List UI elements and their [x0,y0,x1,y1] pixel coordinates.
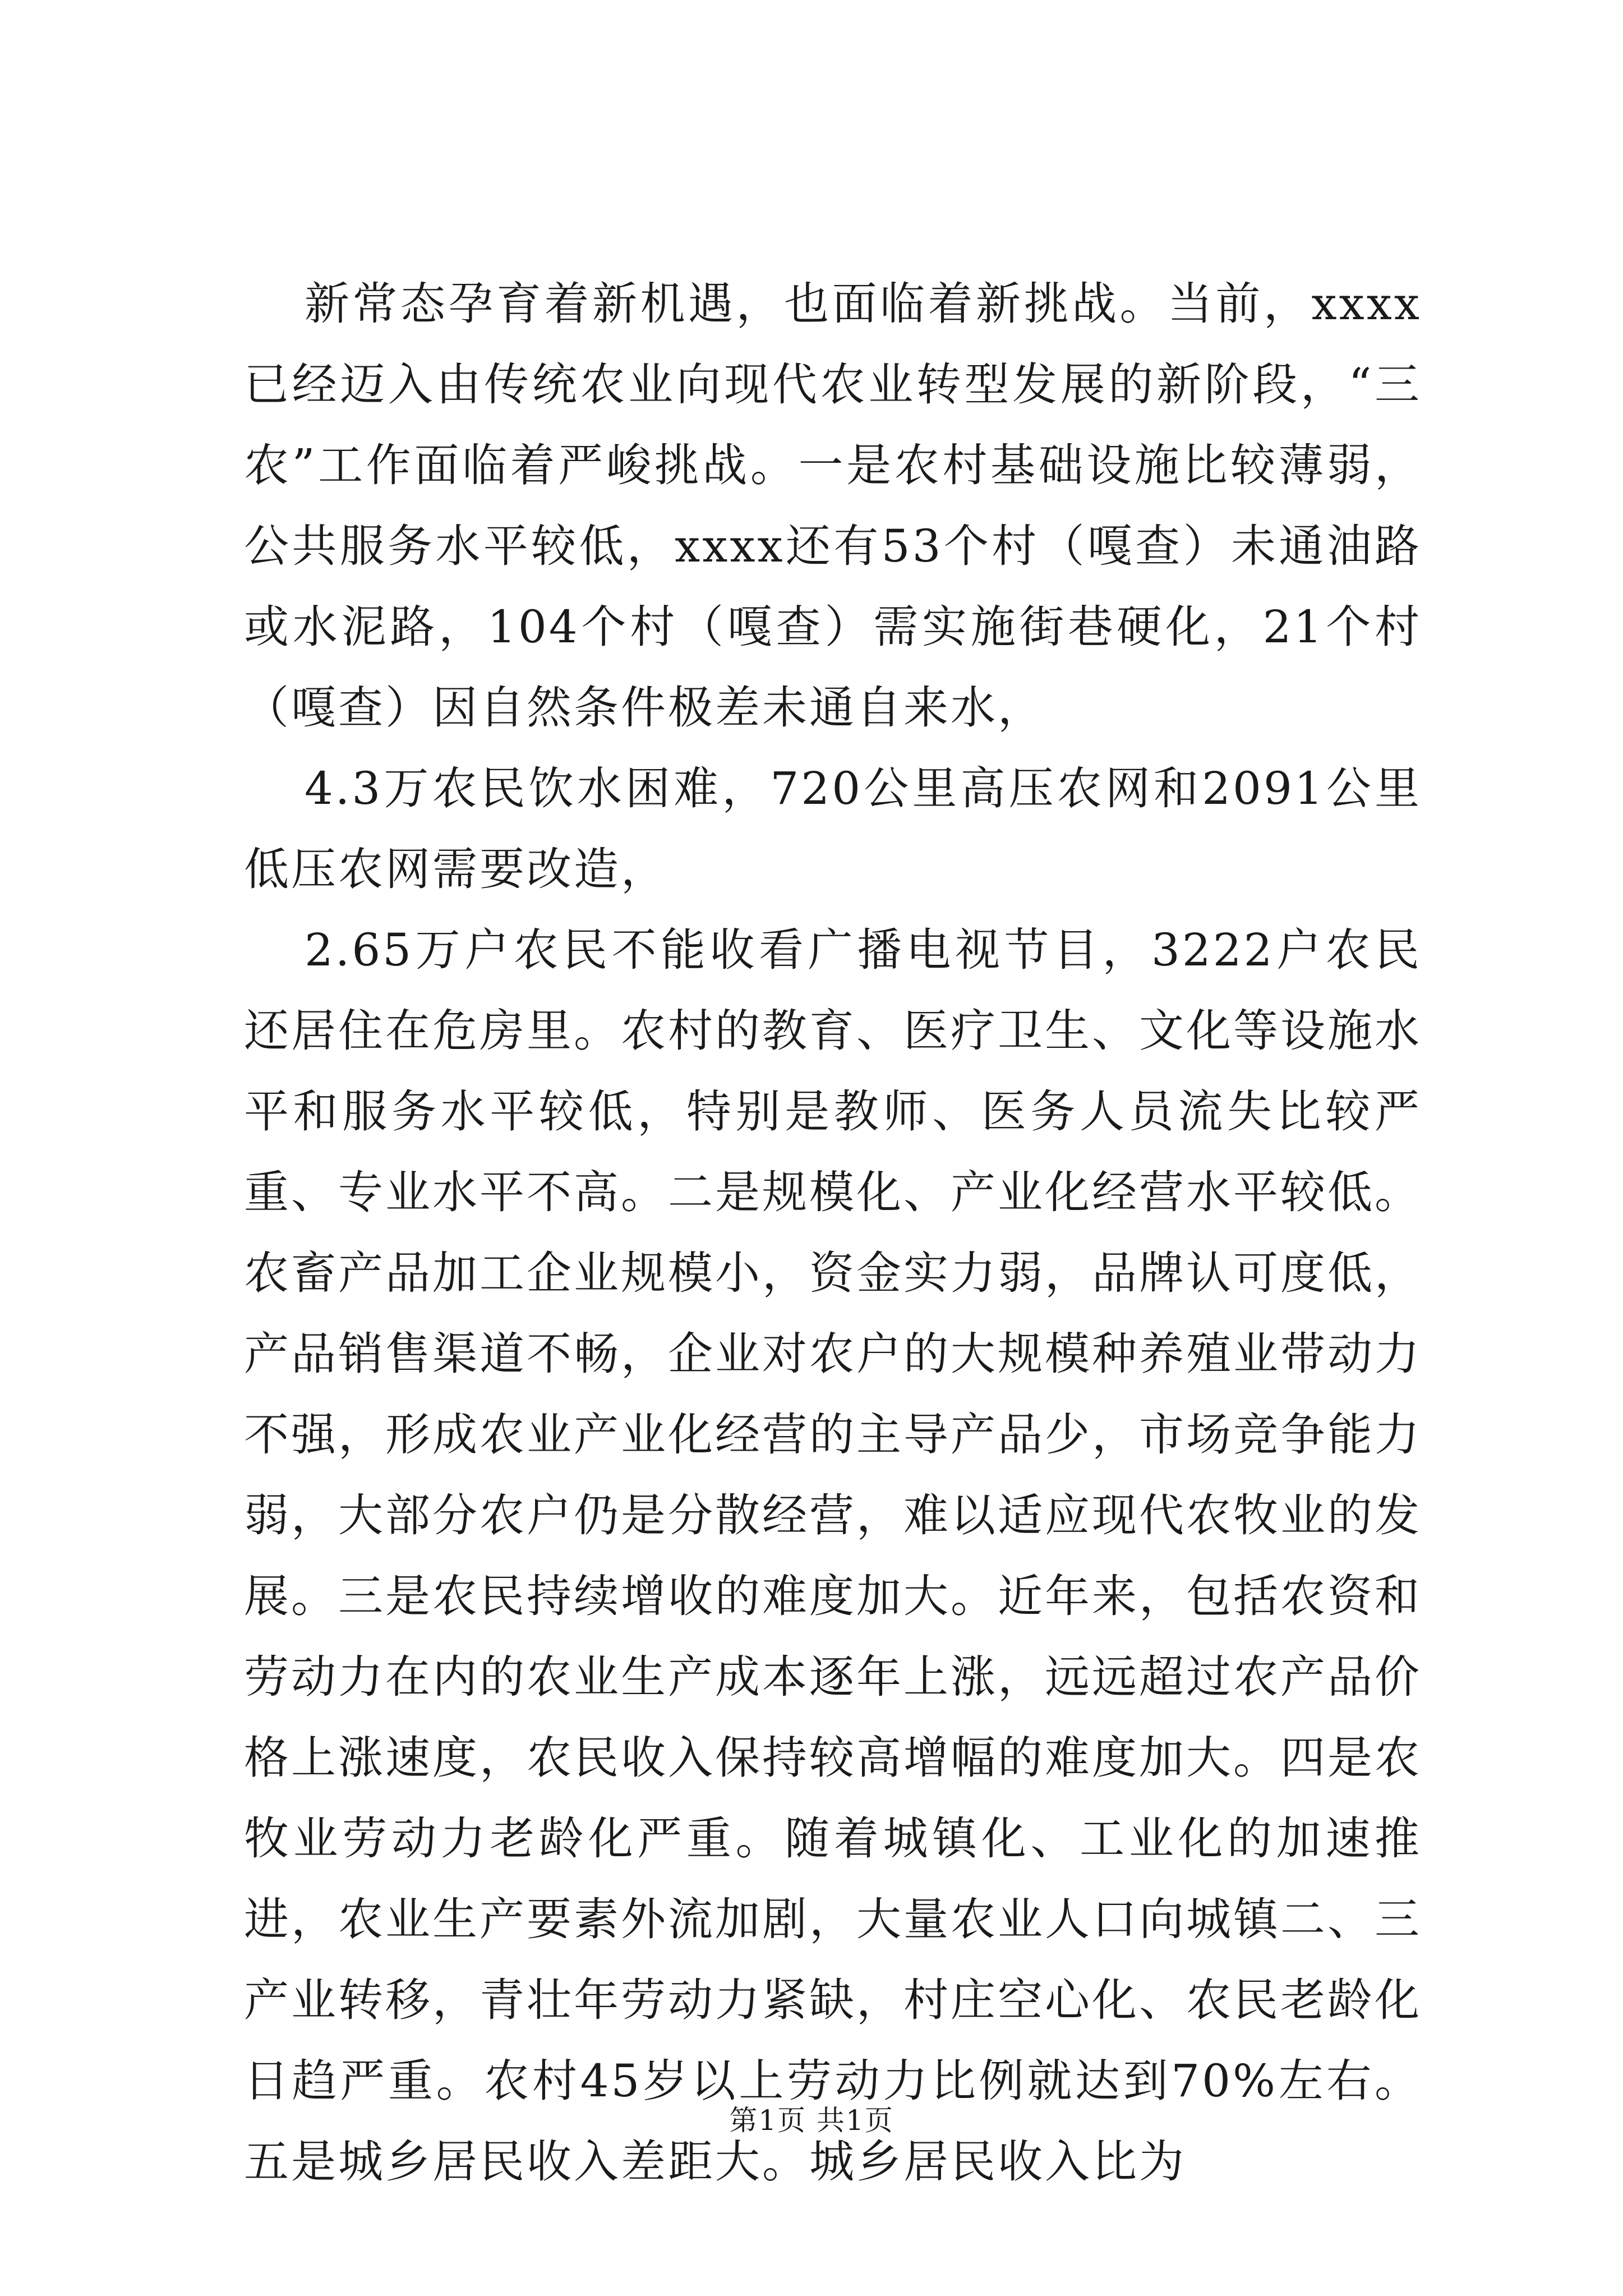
document-body [244,264,1422,2202]
page-footer: 第1页 共1页 [729,2104,894,2137]
paragraph-housing-services: 2.65万户农民不能收看广播电视节目，3222户农民还居住在危房里。农村的教育、医疗卫生、文化等设施水平和服务水平较低，特别是教师、医务人员流失比较严重、专业水平不高。二是规模化、产业化经营水平较低。农畜产品加工企业规模小，资金实力弱，品牌认可度低，产品销售渠道不畅，企业对农户的大规模种养殖业带动力不强，形成农业产业化经营的主导产品少，市场竞争能力弱，大部分农户仍是分散经营，难以适应现代农牧业的发展。三是农民持续增收的难度加大。近年来，包括农资和劳动力在内的农业生产成本逐年上涨，远远超过农产品价格上涨速度，农民收入保持较高增幅的难度加大。四是农牧业劳动力老龄化严重。随着城镇化、工业化的加速推进，农业生产要素外流加剧，大量农业人口向城镇二、三产业转移，青壮年劳动力紧缺，村庄空心化、农民老龄化日趋严重。农村45岁以上劳动力比例就达到70%左右。五是城乡居民收入差距大。城乡居民收入比为 [244,924,1422,2188]
paragraph-challenges-intro: 新常态孕育着新机遇，也面临着新挑战。当前，xxxx已经迈入由传统农业向现代农业转型发展的新阶段，“三农”工作面临着严峻挑战。一是农村基础设施比较薄弱，公共服务水平较低，xxxx还有53个村（嘎查）未通油路或水泥路，104个村（嘎查）需实施街巷硬化，21个村（嘎查）因自然条件极差未通自来水， [244,278,1422,734]
paragraph-water-grid: 4.3万农民饮水困难，720公里高压农网和2091公里低压农网需要改造， [244,762,1422,895]
